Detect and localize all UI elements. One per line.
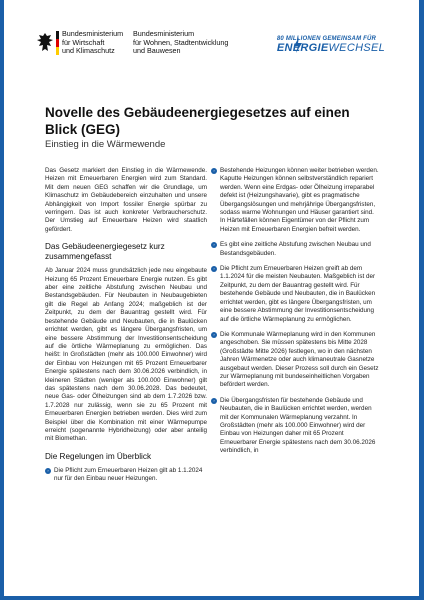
list-item-text: Es gibt eine zeitliche Abstufung zwischen Neubau und Bestandsgebäuden. [220,241,371,257]
campaign-word-a: ENERGIE [276,42,329,54]
left-column [45,167,207,484]
list-item-text: Bestehende Heizungen können weiter betrieben werden. Kaputte Heizungen können selbstverständlich repariert werden. Wenn eine Erdgas- oder Ölheizung irreparabel defekt ist (Heizungshavarie), gibt es pragmatische Übergangslösungen und mehrjährige Übergangsfristen, sodass warme Wohnungen und Häuser garantiert sind. In Härtefällen können Eigentümer von der Pflicht zum Heizen mit Erneuerbaren Energien befreit werden. [220,167,379,233]
bullet-arrow-icon: › [211,332,217,338]
ministry-line: und Klimaschutz [62,46,115,56]
ministry-bmwk [62,30,132,56]
campaign-tagline: 80 MILLIONEN GEMEINSAM FÜR [276,36,377,42]
list-item [211,397,379,456]
federal-eagle-icon [36,32,54,54]
list-item [211,241,379,258]
section-heading-overview: Die Regelungen im Überblick [45,451,152,461]
campaign-wordmark [277,42,385,54]
ministry-line: für Wirtschaft [62,37,105,47]
bullet-arrow-icon: › [211,168,217,174]
bullet-arrow-icon: › [211,242,217,248]
energiewechsel-logo [277,36,385,54]
ministry-line: und Bauwesen [133,46,181,56]
list-item [211,265,379,324]
campaign-word-b: WECHSEL [328,42,385,54]
list-item-text: Die Pflicht zum Erneuerbaren Heizen greift ab dem 1.1.2024 für die meisten Neubauten. Maßgeblich ist der Zeitpunkt, zu dem der Bauantrag gestellt wird. Für bestehende Gebäude und Neubauten, die in Baulücken errichtet werden, gibt es längere Übergangsfristen, um eine bessere Abstimmung der Investitionsentscheidung auf die örtliche Wärmeplanung zu ermöglichen. [220,265,376,323]
list-item [45,467,207,484]
german-flag-bar [56,31,59,55]
page-header [0,0,415,90]
summary-paragraph: Ab Januar 2024 muss grundsätzlich jede neu eingebaute Heizung 65 Prozent Erneuerbare Energie nutzen. Es gibt aber eine zeitliche Abstufung zwischen Neubau und Bestandsgebäuden. Für Neubauten in Neubaugebieten gilt die Regel ab Anfang 2024; maßgeblich ist der Zeitpunkt, zu dem der Bauantrag gestellt wird. Für bestehende Gebäude und Neubauten, die in Baulücken errichtet werden, gibt es längere Übergangsfristen, um eine bessere Abstimmung der Investitionsentscheidung auf die örtliche Wärmeplanung zu ermöglichen. Das heißt: In Großstädten (mehr als 100.000 Einwohner) wird der Einbau von Heizungen mit 65 Prozent Erneuerbarer Energie spätestens nach dem 30.06.2026 verbindlich, in kleineren Städten (weniger als 100.000 Einwohner) gilt das spätestens nach dem 30.06.2028. Das bedeutet, neue Gas- oder Ölheizungen sind ab dem 1.7.2026 bzw. 1.7.2028 nur zulässig, wenn sie zu 65 Prozent mit Erneuerbaren Energien betrieben werden. Dies wird zum Beispiel über die Kombination mit einer Wärmepumpe erreicht (sogenannte Hybridheizung) oder aber anteilig mit Biomethan. [45,267,207,443]
ministry-line: für Wohnen, Stadtentwicklung [133,37,229,47]
list-item-text: Die Pflicht zum Erneuerbaren Heizen gilt ab 1.1.2024 nur für den Einbau neuer Heizungen. [54,466,203,483]
intro-paragraph: Das Gesetz markiert den Einstieg in die Wärmewende. Heizen mit Erneuerbaren Energien wird zum Standard. Mit dem neuen GEG schaffen wir die Grundlage, um Klimaschutz im Gebäudebereich einzuhalten und unsere Abhängigkeit von Import fossiler Energie spürbar zu verringern. Das ist auch konkreter Verbraucherschutz. Der Umstieg auf Erneuerbare Heizen wird staatlich gefördert. [45,167,207,233]
ministry-line: Bundesministerium [133,29,195,38]
list-item [211,167,379,234]
list-item [211,331,379,390]
bullet-arrow-icon: › [211,398,217,404]
document-subtitle: Einstieg in die Wärmewende [45,139,166,150]
bullet-arrow-icon: › [45,468,51,474]
document-title: Novelle des Gebäudeenergiegesetzes auf einen Blick (GEG) [45,105,350,137]
list-item-text: Die Kommunale Wärmeplanung wird in den Kommunen angeschoben. Sie müssen spätestens bis Mitte 2028 (Großstädte Mitte 2026) festlegen, wo in den nächsten Jahren Wärmenetze oder auch klimaneutrale Gasnetze ausgebaut werden. Dieser Prozess soll durch ein Gesetz zur Wärmeplanung mit bundeseinheitlichen Vorgaben befördert werden. [220,330,379,389]
section-heading-summary: Das Gebäudeenergiegesetz kurz zusammengefasst [45,242,165,262]
list-item-text: Die Übergangsfristen für bestehende Gebäude und Neubauten, die in Baulücken errichtet werden, werden mit der Kommunalen Wärmeplanung verzahnt. In Großstädten (mehr als 100.000 Einwohner) wird der Einbau von Heizungen daher mit 65 Prozent Erneuerbarer Energie spätestens nach dem 30.06.2026 verbindlich, in [220,396,376,455]
ministry-line: Bundesministerium [62,29,124,38]
bullet-arrow-icon: › [211,266,217,272]
ministry-bmwsb [133,30,273,56]
right-column [211,167,379,456]
